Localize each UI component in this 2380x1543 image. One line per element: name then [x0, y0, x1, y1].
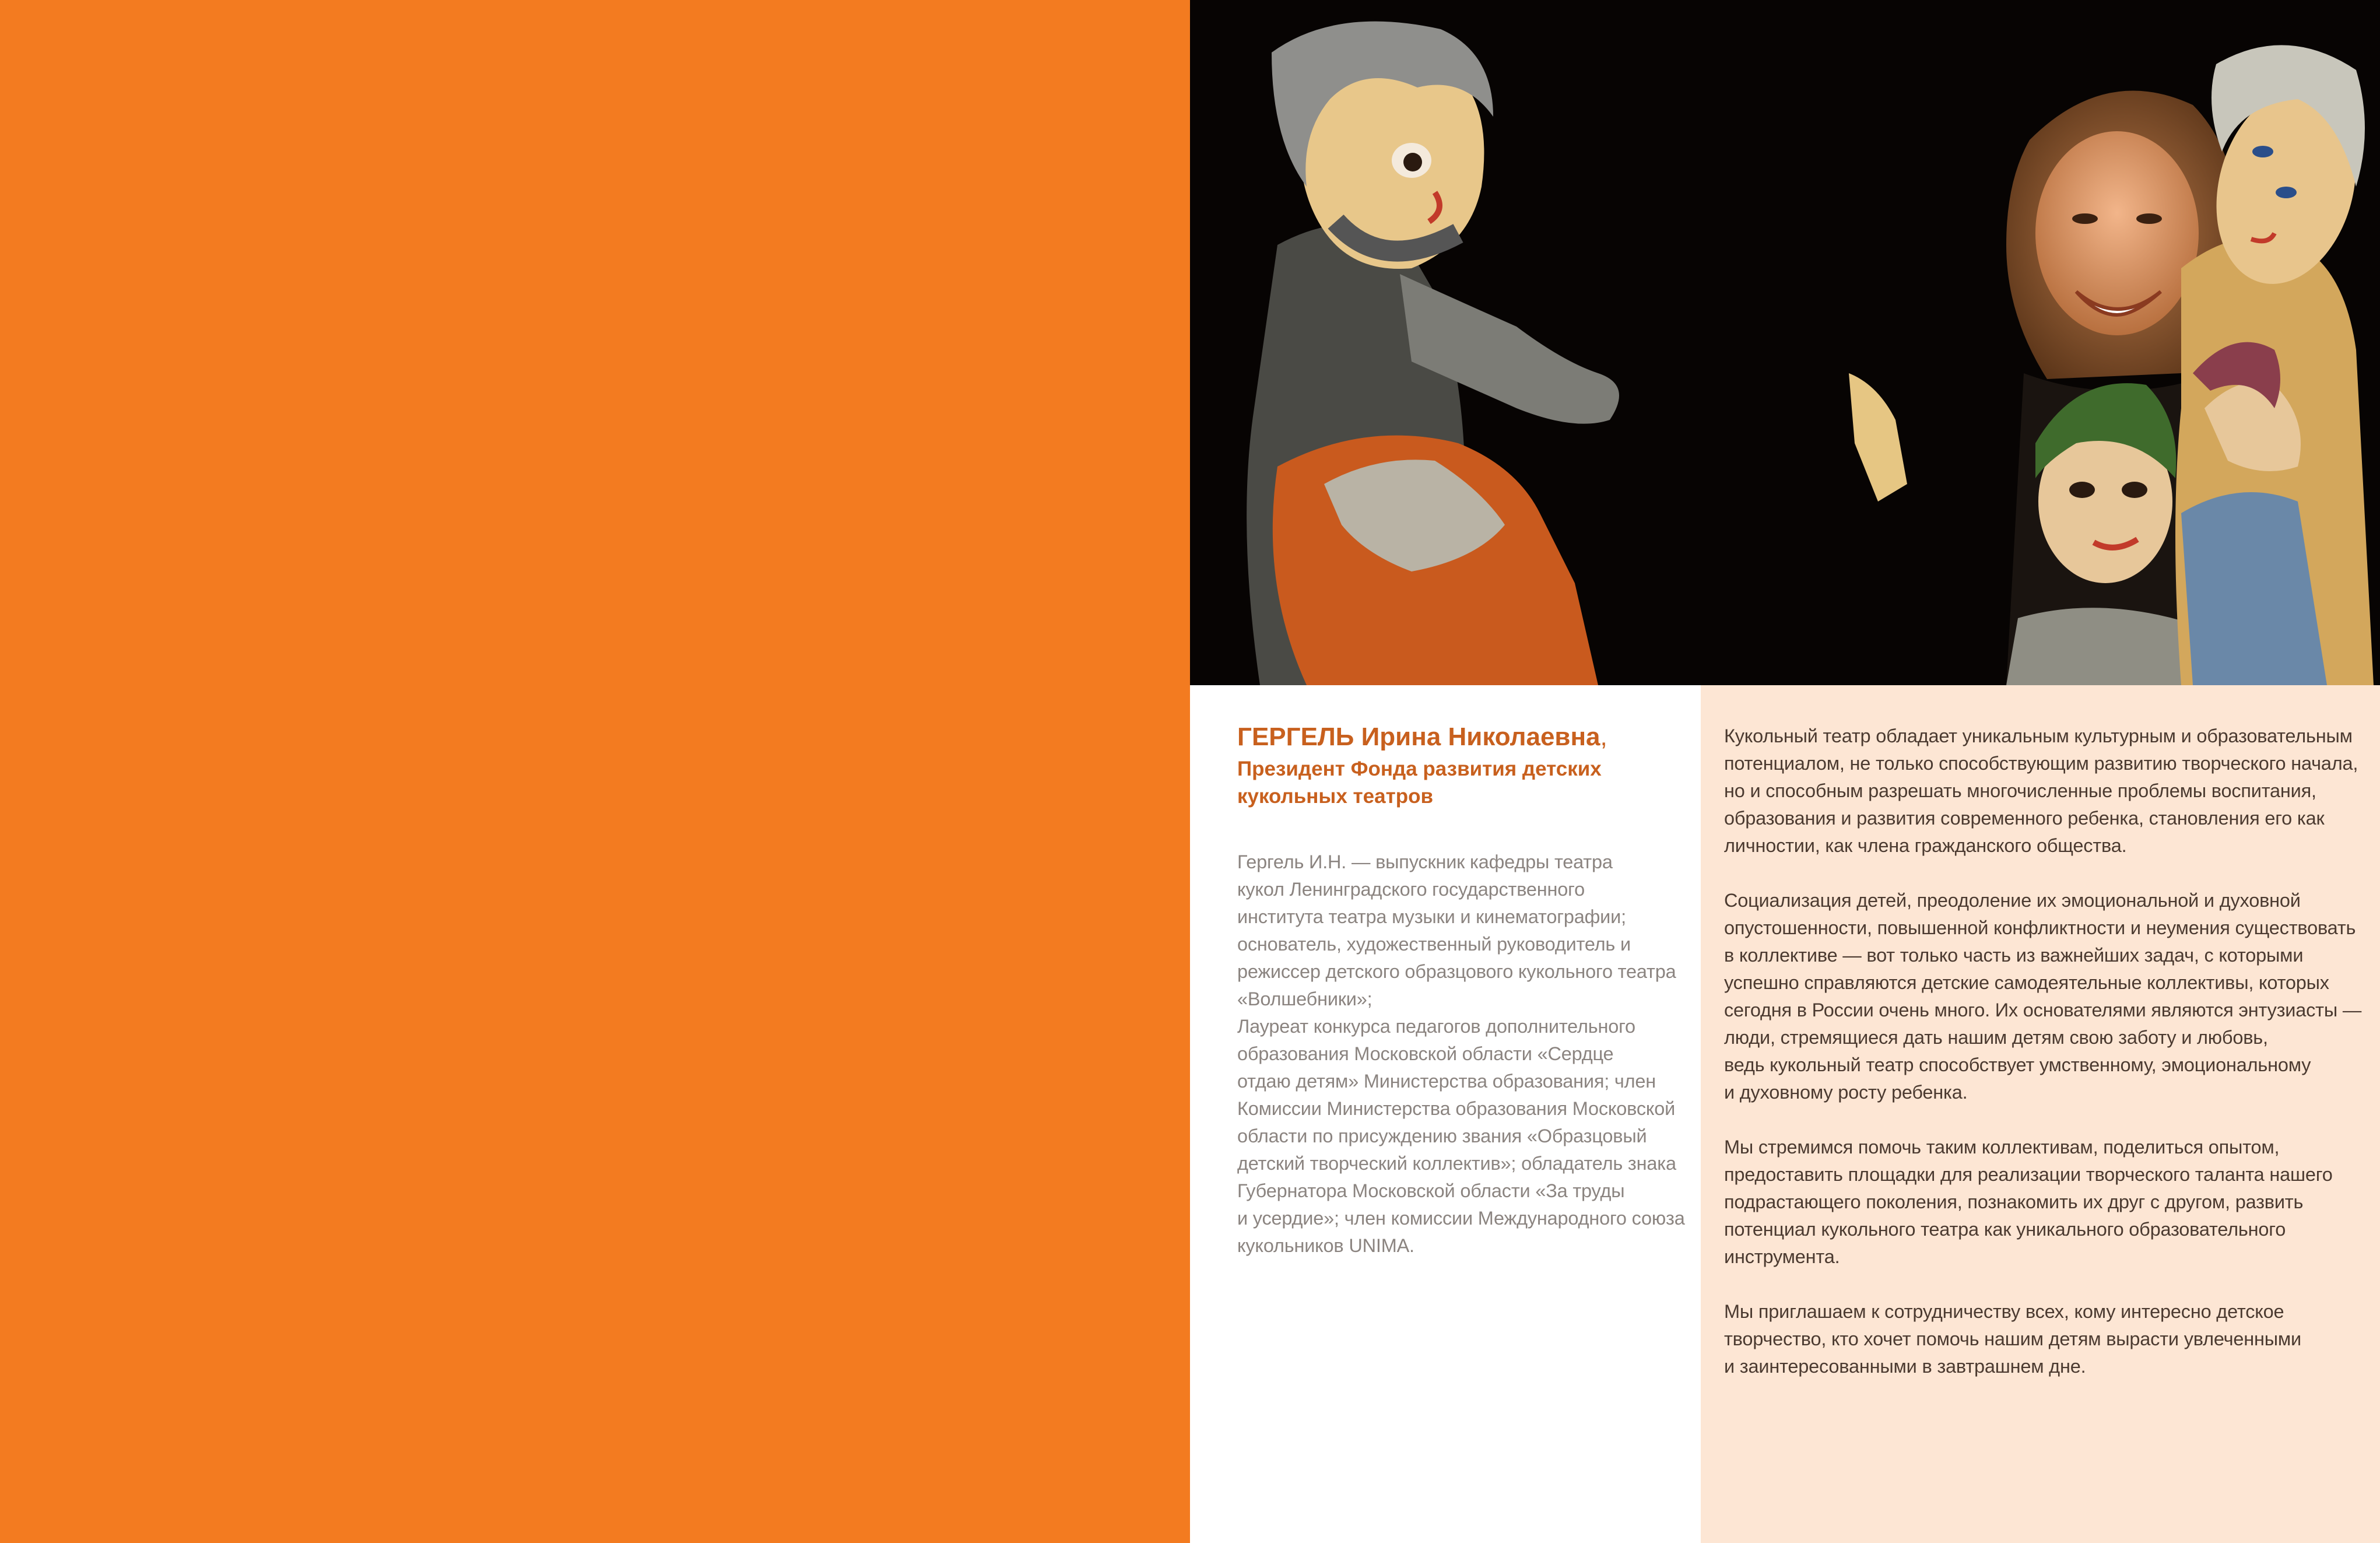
given-names: Ирина Николаевна	[1361, 723, 1600, 751]
profile-header	[1237, 722, 1692, 810]
article-paragraph: Социализация детей, преодоление их эмоциональной и духовной опустошенности, повышенной конфликтности и неумения существовать в коллективе — вот только часть из важнейших задач, с которыми успешно справляются детские самодеятельные коллективы, которых сегодня в России очень много. Их основателями являются энтузиасты — люди, стремящиеся дать нашим детям свою заботу и любовь, ведь кукольный театр способствует умственному, эмоциональному и духовному росту ребенка.	[1724, 890, 2362, 1103]
person-name	[1237, 722, 1692, 753]
article-paragraph: Мы стремимся помочь таким коллективам, поделиться опытом, предоставить площадки для реализации творческого таланта нашего подрастающего поколения, познакомить их друг с другом, развить потенциал кукольного театра как уникального образовательного инструмента.	[1724, 1137, 2333, 1267]
article-paragraph: Кукольный театр обладает уникальным культурным и образовательным потенциалом, не только способствующим развитию творческого начала, но и способным разрешать многочисленные проблемы воспитания, образования и развития современного ребенка, становления его как личностии, как члена гражданского общества.	[1724, 725, 2358, 856]
person-role: Президент Фонда развития детских кукольных театров	[1237, 757, 1602, 808]
article-paragraph: Мы приглашаем к сотрудничеству всех, кому интересно детское творчество, кто хочет помочь нашим детям вырасти увлеченными и заинтересованными в завтрашнем дне.	[1724, 1301, 2301, 1377]
puppet-photo	[1190, 0, 2380, 685]
article-text	[1724, 723, 2365, 1408]
surname: ГЕРГЕЛЬ	[1237, 723, 1354, 751]
name-comma: ,	[1600, 723, 1607, 751]
photo-icon	[1190, 0, 2380, 685]
biography-text: Гергель И.Н. — выпускник кафедры театра кукол Ленинградского государственного института театра музыки и кинематографии; основатель, художественный руководитель и режиссер детского образцового кукольного театра «Волшебники»; Лауреат конкурса педагогов дополнительного образования Московской области «Сердце отдаю детям» Министерства образования; член Комиссии Министерства образования Московской области по присуждению звания «Образцовый детский творческий коллектив»; обладатель знака Губернатора Московской области «За труды и усердие»; член комиссии Международного союза кукольников UNIMA.	[1237, 851, 1685, 1256]
